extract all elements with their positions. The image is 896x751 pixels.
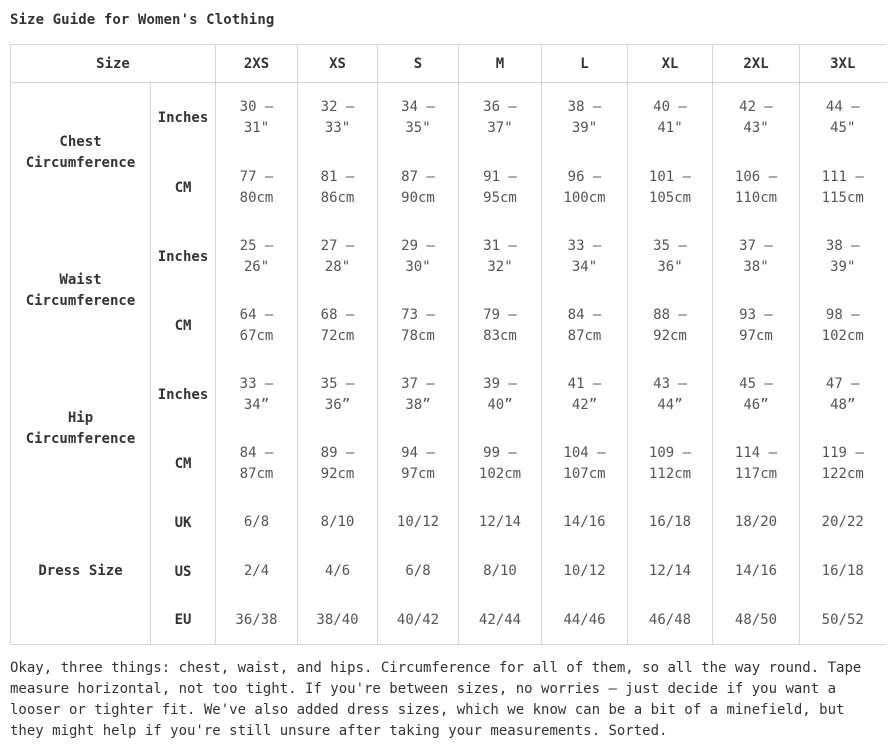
- range-start: 29 –: [401, 237, 435, 254]
- table-row: [11, 498, 886, 547]
- range-end: 33": [324, 120, 351, 136]
- measurement-label-line1: Waist: [59, 272, 102, 288]
- unit-label: CM: [151, 429, 216, 498]
- header-row: [11, 45, 886, 83]
- measurement-cell: [628, 291, 713, 360]
- range-start: 68 –: [320, 306, 355, 323]
- range-end: 38”: [405, 396, 431, 413]
- range-end: 42”: [571, 396, 598, 413]
- range-end: 30": [405, 258, 431, 275]
- measurement-cell: [628, 360, 713, 429]
- size-header-cell: L: [542, 45, 628, 83]
- measurement-cell: [378, 222, 459, 291]
- measurement-label-line1: Hip: [67, 410, 94, 426]
- size-guide-note: Okay, three things: chest, waist, and hips. Circumference for all of them, so all the way round. Tape measure horizontal, not too tight. If you're between sizes, no worries – just decide if you want a looser or tighter fit. We've also added dress sizes, which we know can be a bit of a minefield, but they might help if you're still unsure after taking your measurements. Sorted.: [10, 660, 862, 739]
- range-start: 99 –: [483, 444, 517, 461]
- measurement-cell: [459, 222, 542, 291]
- range-end: 40”: [487, 396, 513, 413]
- range-end: 41": [657, 120, 683, 136]
- range-end: 87cm: [567, 327, 602, 344]
- measurement-cell: [298, 222, 378, 291]
- range-start: 87 –: [401, 168, 435, 185]
- size-header-cell: XS: [298, 45, 378, 83]
- range-end: 35": [405, 120, 431, 136]
- measurement-label-line1: Chest: [59, 133, 102, 150]
- measurement-cell: [628, 153, 713, 222]
- range-end: 36": [657, 258, 683, 275]
- range-end: 34": [571, 258, 598, 275]
- range-start: 81 –: [320, 168, 355, 185]
- dress-size-cell: 40/42: [378, 596, 459, 645]
- range-end: 97cm: [401, 465, 435, 482]
- range-start: 35 –: [320, 375, 355, 392]
- range-end: 36”: [324, 396, 351, 413]
- range-start: 37 –: [401, 375, 435, 392]
- range-end: 34”: [243, 396, 270, 413]
- range-end: 92cm: [653, 327, 687, 344]
- range-end: 92cm: [320, 465, 355, 482]
- range-end: 115cm: [821, 189, 864, 206]
- measurement-label: [11, 222, 151, 360]
- measurement-cell: [459, 360, 542, 429]
- range-end: 39": [571, 120, 598, 136]
- range-end: 83cm: [483, 327, 517, 344]
- range-end: 112cm: [648, 465, 692, 482]
- range-start: 32 –: [320, 99, 355, 115]
- dress-size-cell: 48/50: [713, 596, 800, 645]
- dress-region-label: EU: [151, 596, 216, 645]
- unit-label: CM: [151, 153, 216, 222]
- range-start: 39 –: [483, 375, 517, 392]
- dress-size-cell: 10/12: [542, 547, 628, 596]
- dress-size-cell: 8/10: [459, 547, 542, 596]
- measurement-cell: [459, 83, 542, 154]
- range-end: 46”: [743, 396, 769, 413]
- range-start: 94 –: [401, 444, 435, 461]
- unit-label: Inches: [151, 360, 216, 429]
- range-start: 84 –: [567, 306, 602, 323]
- range-end: 100cm: [563, 189, 606, 206]
- range-end: 105cm: [648, 189, 692, 206]
- range-end: 90cm: [401, 189, 435, 206]
- dress-size-cell: 8/10: [298, 498, 378, 547]
- range-start: 114 –: [734, 444, 778, 461]
- measurement-cell: [628, 83, 713, 154]
- measurement-cell: [542, 429, 628, 498]
- range-end: 31": [243, 120, 270, 136]
- dress-size-cell: 42/44: [459, 596, 542, 645]
- range-end: 67cm: [239, 327, 274, 344]
- dress-size-cell: 44/46: [542, 596, 628, 645]
- range-start: 38 –: [567, 99, 602, 115]
- size-header-cell: M: [459, 45, 542, 83]
- measurement-cell: [378, 291, 459, 360]
- measurement-cell: [459, 429, 542, 498]
- range-end: 80cm: [239, 189, 274, 206]
- range-start: 93 –: [739, 306, 773, 323]
- range-end: 43": [743, 120, 769, 136]
- range-start: 84 –: [239, 444, 274, 461]
- range-start: 88 –: [653, 306, 687, 323]
- range-start: 36 –: [483, 99, 517, 115]
- measurement-cell: [378, 429, 459, 498]
- range-start: 77 –: [239, 168, 274, 185]
- range-start: 104 –: [563, 444, 606, 461]
- range-start: 31 –: [483, 237, 517, 254]
- range-start: 91 –: [483, 168, 517, 185]
- size-header-cell: XL: [628, 45, 713, 83]
- range-start: 79 –: [483, 306, 517, 323]
- table-row: [11, 360, 886, 429]
- measurement-cell: [298, 291, 378, 360]
- range-end: 102cm: [478, 465, 522, 482]
- measurement-label: [11, 83, 151, 223]
- dress-size-cell: 6/8: [378, 547, 459, 596]
- measurement-label-line2: Circumference: [25, 154, 136, 171]
- range-start: 33 –: [567, 237, 602, 254]
- dress-size-cell: 4/6: [298, 547, 378, 596]
- range-end: 45": [830, 120, 856, 136]
- measurement-label: [11, 360, 151, 498]
- dress-size-cell: 20/22: [800, 498, 886, 547]
- range-start: 111 –: [821, 168, 864, 185]
- range-start: 37 –: [739, 237, 773, 254]
- measurement-cell: [713, 153, 800, 222]
- measurement-cell: [298, 153, 378, 222]
- measurement-cell: [459, 291, 542, 360]
- measurement-cell: [216, 83, 298, 154]
- measurement-cell: [800, 222, 886, 291]
- dress-size-cell: 36/38: [216, 596, 298, 645]
- unit-label: CM: [151, 291, 216, 360]
- range-start: 73 –: [401, 306, 435, 323]
- measurement-cell: [800, 429, 886, 498]
- range-start: 41 –: [567, 375, 602, 392]
- size-header: Size: [11, 45, 216, 83]
- measurement-cell: [800, 153, 886, 222]
- range-end: 38": [743, 258, 769, 275]
- range-end: 72cm: [320, 327, 355, 344]
- range-start: 98 –: [825, 306, 860, 323]
- range-end: 110cm: [734, 189, 778, 206]
- range-end: 102cm: [821, 327, 864, 344]
- measurement-label-line2: Circumference: [25, 431, 136, 447]
- measurement-cell: [542, 83, 628, 154]
- dress-size-cell: 16/18: [800, 547, 886, 596]
- table-row: [11, 83, 886, 154]
- measurement-cell: [542, 291, 628, 360]
- range-end: 97cm: [739, 327, 773, 344]
- range-end: 37": [487, 120, 513, 136]
- dress-region-label: UK: [151, 498, 216, 547]
- measurement-cell: [713, 429, 800, 498]
- range-end: 32": [487, 258, 513, 275]
- table-row: [11, 222, 886, 291]
- range-end: 87cm: [239, 465, 274, 482]
- range-end: 44”: [657, 396, 683, 413]
- measurement-cell: [628, 429, 713, 498]
- measurement-cell: [216, 429, 298, 498]
- measurement-cell: [216, 291, 298, 360]
- range-start: 96 –: [567, 168, 602, 185]
- range-end: 122cm: [821, 465, 864, 482]
- measurement-cell: [800, 83, 886, 154]
- measurement-label-line2: Circumference: [25, 293, 136, 309]
- range-start: 35 –: [653, 237, 687, 254]
- measurement-cell: [216, 360, 298, 429]
- measurement-cell: [800, 360, 886, 429]
- range-start: 109 –: [648, 444, 692, 461]
- range-start: 34 –: [401, 99, 435, 115]
- measurement-cell: [713, 222, 800, 291]
- range-start: 47 –: [825, 375, 860, 392]
- range-end: 78cm: [401, 327, 435, 344]
- range-end: 39": [830, 258, 856, 275]
- range-start: 45 –: [739, 375, 773, 392]
- dress-size-cell: 6/8: [216, 498, 298, 547]
- measurement-cell: [542, 222, 628, 291]
- dress-size-cell: 10/12: [378, 498, 459, 547]
- range-start: 106 –: [734, 168, 778, 185]
- measurement-cell: [378, 153, 459, 222]
- range-start: 40 –: [653, 99, 687, 115]
- measurement-cell: [216, 153, 298, 222]
- size-header-cell: 3XL: [800, 45, 886, 83]
- range-end: 107cm: [563, 465, 606, 482]
- measurement-cell: [378, 360, 459, 429]
- measurement-cell: [216, 222, 298, 291]
- unit-label: Inches: [151, 222, 216, 291]
- measurement-cell: [298, 83, 378, 154]
- measurement-cell: [378, 83, 459, 154]
- range-start: 119 –: [821, 444, 864, 461]
- measurement-cell: [713, 83, 800, 154]
- size-header-cell: S: [378, 45, 459, 83]
- range-end: 117cm: [734, 465, 778, 482]
- dress-size-cell: 46/48: [628, 596, 713, 645]
- range-start: 38 –: [825, 237, 860, 254]
- range-start: 101 –: [648, 168, 692, 185]
- measurement-cell: [459, 153, 542, 222]
- dress-size-cell: 50/52: [800, 596, 886, 645]
- size-header-cell: 2XS: [216, 45, 298, 83]
- dress-size-cell: 16/18: [628, 498, 713, 547]
- dress-size-cell: 18/20: [713, 498, 800, 547]
- unit-label: Inches: [151, 83, 216, 154]
- dress-size-cell: 12/14: [459, 498, 542, 547]
- measurement-cell: [628, 222, 713, 291]
- range-end: 26": [243, 258, 270, 275]
- size-header-cell: 2XL: [713, 45, 800, 83]
- measurement-cell: [298, 360, 378, 429]
- size-guide-table: [10, 44, 886, 645]
- range-start: 30 –: [239, 99, 274, 115]
- range-start: 89 –: [320, 444, 355, 461]
- dress-size-label: Dress Size: [11, 498, 151, 645]
- range-end: 86cm: [320, 189, 355, 206]
- range-start: 43 –: [653, 375, 687, 392]
- range-start: 42 –: [739, 99, 773, 115]
- page-title: Size Guide for Women's Clothing: [10, 12, 275, 28]
- range-end: 28": [324, 258, 351, 275]
- dress-size-cell: 2/4: [216, 547, 298, 596]
- measurement-cell: [800, 291, 886, 360]
- dress-size-cell: 12/14: [628, 547, 713, 596]
- dress-region-label: US: [151, 547, 216, 596]
- range-end: 95cm: [483, 189, 517, 206]
- dress-size-cell: 14/16: [713, 547, 800, 596]
- dress-size-cell: 14/16: [542, 498, 628, 547]
- measurement-cell: [713, 360, 800, 429]
- range-start: 33 –: [239, 375, 274, 392]
- measurement-cell: [298, 429, 378, 498]
- measurement-cell: [542, 153, 628, 222]
- range-end: 48”: [830, 396, 856, 413]
- measurement-cell: [542, 360, 628, 429]
- dress-size-cell: 38/40: [298, 596, 378, 645]
- range-start: 27 –: [320, 237, 355, 254]
- measurement-cell: [713, 291, 800, 360]
- range-start: 25 –: [239, 237, 274, 254]
- range-start: 64 –: [239, 306, 274, 323]
- range-start: 44 –: [825, 99, 860, 115]
